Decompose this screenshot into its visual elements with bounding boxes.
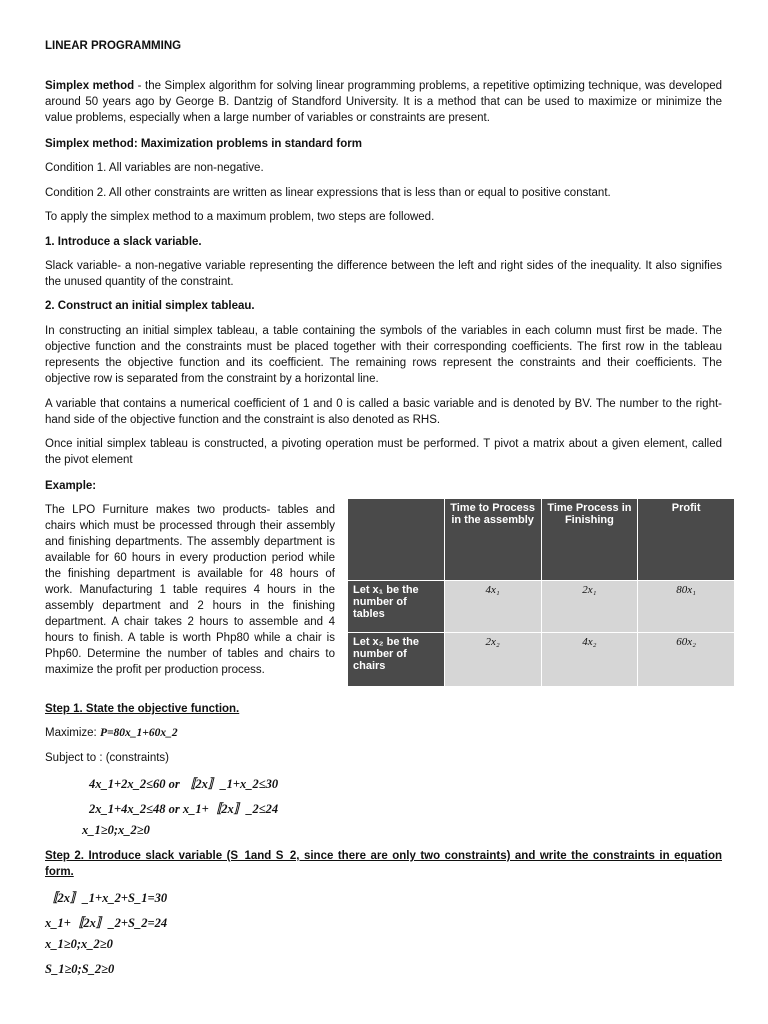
step1-heading-block [45, 234, 722, 250]
subject-to-line: Subject to : (constraints) [45, 752, 169, 764]
step-b-heading-block [45, 848, 722, 880]
constraint-2: 2x_1+4x_2≤48 or x_1+〚2x〛_2≤24 [89, 802, 279, 816]
table-cell: 4x₁ [444, 581, 541, 633]
slack-definition: Slack variable- a non-negative variable representing the difference between the left and right sides of the inequality. It also signifies the unused quantity of the constraint. [45, 260, 722, 288]
example-label-block [45, 478, 722, 494]
condition-2: Condition 2. All other constraints are written as linear expressions that is less than or equal to positive constant. [45, 187, 611, 199]
intro-paragraph [45, 78, 722, 126]
equation-3: x_1≥0;x_2≥0 [45, 937, 113, 951]
max-heading: Simplex method: Maximization problems in standard form [45, 138, 362, 150]
table-header-cell: Time Process in Finishing [541, 499, 638, 581]
table-row-label: Let x₁ be the number of tables [348, 581, 445, 633]
basic-variable-paragraph: A variable that contains a numerical coefficient of 1 and 0 is called a basic variable and is denoted by BV. The number to the right-hand side of the objective function and the constraint is also denoted as RHS. [45, 398, 722, 426]
step-b-heading: Step 2. Introduce slack variable (S_1and S_2, since there are only two constraints) and write the constraints in equation form. [45, 850, 722, 878]
steps-intro: To apply the simplex method to a maximum problem, two steps are followed. [45, 211, 435, 223]
pivot-paragraph: Once initial simplex tableau is constructed, a pivoting operation must be performed. T pivot a matrix about a given element, called the pivot element [45, 438, 722, 466]
equation-4: S_1≥0;S_2≥0 [45, 962, 115, 976]
step-a-heading-block [45, 701, 722, 717]
document-title: LINEAR PROGRAMMING [45, 40, 182, 52]
example-label: Example: [45, 480, 97, 492]
maximize-label: Maximize: [45, 727, 97, 739]
table-row-label: Let x₂ be the number of chairs [348, 633, 445, 687]
max-heading-block [45, 136, 722, 152]
objective-line [45, 725, 722, 741]
step-a-heading: Step 1. State the objective function. [45, 703, 240, 715]
step2-heading-block [45, 298, 722, 314]
table-header-row [348, 499, 735, 581]
example-table [347, 498, 735, 687]
table-header-cell: Time to Process in the assembly [444, 499, 541, 581]
table-row [348, 633, 735, 687]
table-cell: 60x₂ [638, 633, 735, 687]
table-cell: 2x₂ [444, 633, 541, 687]
equation-1: 〚2x〛_1+x_2+S_1=30 [45, 891, 168, 905]
non-negativity: x_1≥0;x_2≥0 [82, 823, 150, 837]
step2-heading: 2. Construct an initial simplex tableau. [45, 300, 255, 312]
table-cell: 80x₁ [638, 581, 735, 633]
table-corner-cell [348, 499, 445, 581]
condition-1: Condition 1. All variables are non-negative. [45, 162, 264, 174]
intro-text: - the Simplex algorithm for solving linear programming problems, a repetitive optimizing technique, was developed around 50 years ago by George B. Dantzig of Standford University. It is a method that can be used to maximize or minimize the value problems, especially when a large number of variables or constraints are present. [45, 80, 722, 124]
example-problem: The LPO Furniture makes two products- tables and chairs which must be processed through their assembly and finishing departments. The assembly department is available for 60 hours in every production period while the finishing department is available for 48 hours of work. Manufacturing 1 table requires 4 hours in the assembly department and 2 hours in the finishing department. A chair takes 2 hours to assemble and 4 hours to finish. A table is worth Php80 while a chair is Php60. Determine the number of tables and chairs to maximize the profit per production process. [45, 504, 335, 676]
table-cell: 4x₂ [541, 633, 638, 687]
table-row [348, 581, 735, 633]
table-cell: 2x₁ [541, 581, 638, 633]
objective-function: P=80x_1+60x_2 [99, 727, 178, 739]
step1-heading: 1. Introduce a slack variable. [45, 236, 202, 248]
intro-term: Simplex method [45, 80, 135, 92]
constraint-1: 4x_1+2x_2≤60 or 〚2x〛_1+x_2≤30 [89, 777, 279, 791]
construct-paragraph: In constructing an initial simplex tableau, a table containing the symbols of the variables in each column must first be made. The objective function and the constraints must be placed together with their corresponding coefficients. The first row in the tableau represents the objective function and its coefficient. The remaining rows represent the constraints and their coefficients. The objective row is separated from the constraint by a horizontal line. [45, 325, 722, 385]
equation-2: x_1+〚2x〛_2+S_2=24 [45, 916, 168, 930]
table-header-cell: Profit [638, 499, 735, 581]
